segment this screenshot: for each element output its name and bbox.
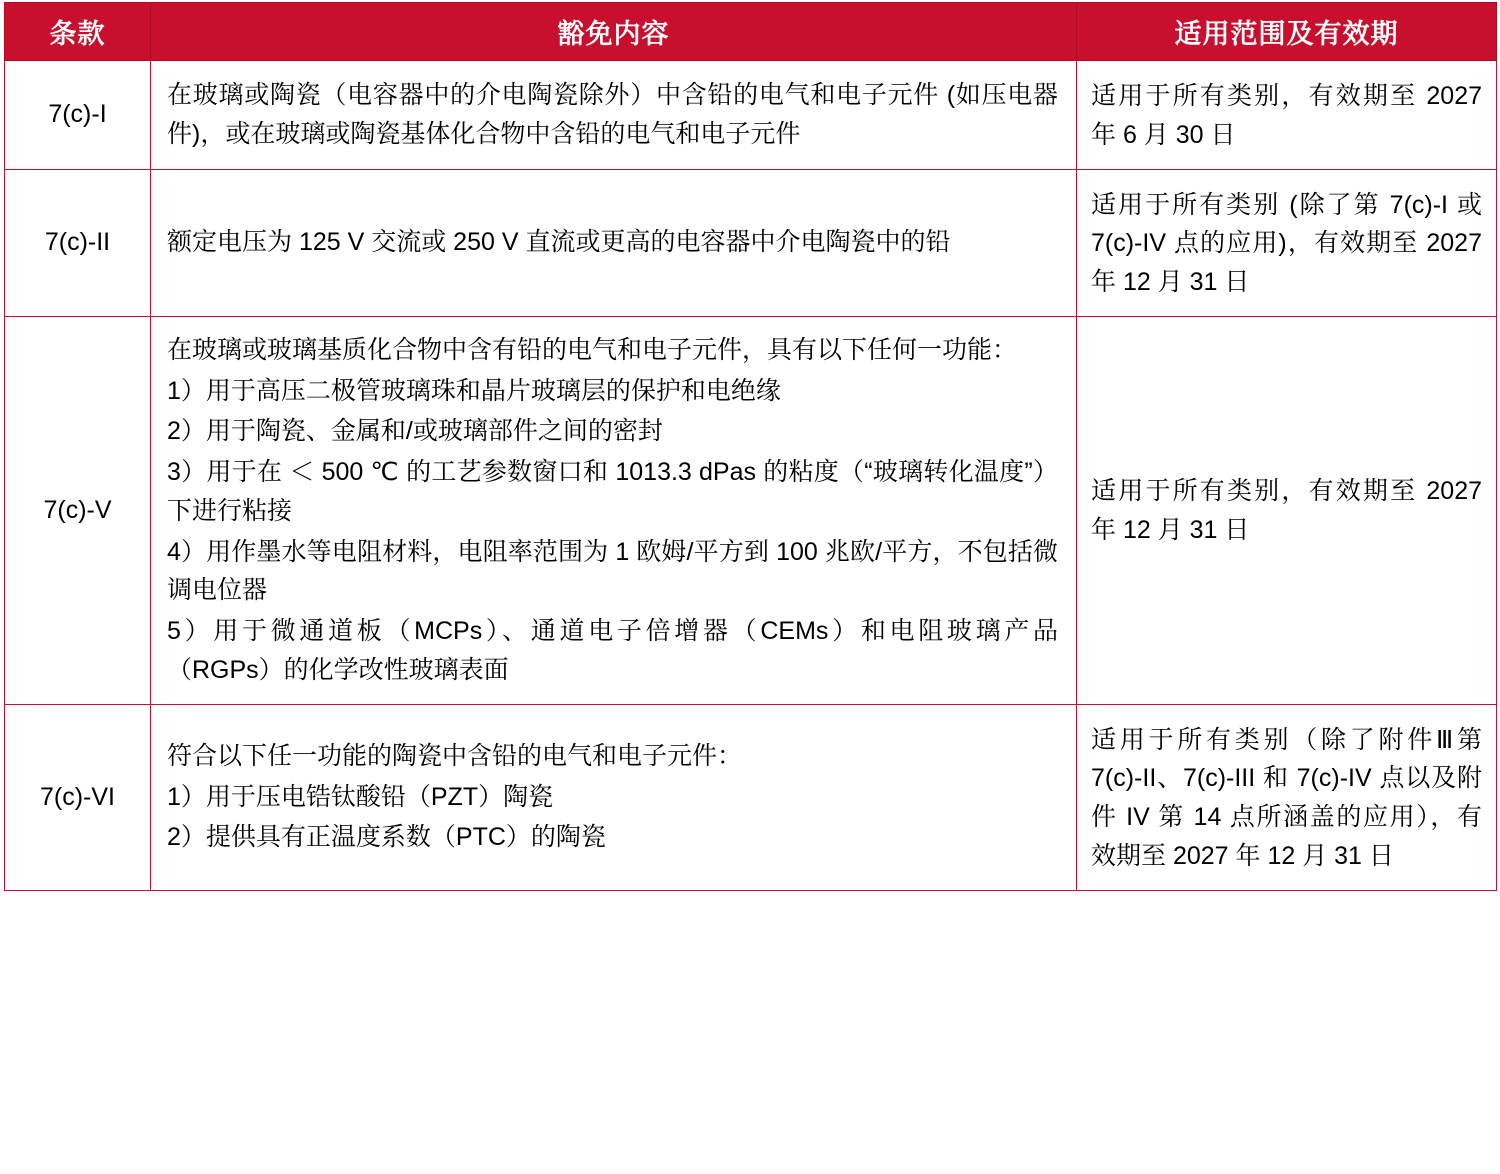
table-body [5, 61, 1497, 891]
content-paragraph: 额定电压为 125 V 交流或 250 V 直流或更高的电容器中介电陶瓷中的铅 [167, 228, 951, 257]
table-header-row [5, 3, 1497, 61]
column-header-scope: 适用范围及有效期 [1077, 3, 1497, 61]
table-row [5, 169, 1497, 316]
exemption-table [4, 2, 1497, 891]
content-list-item: 2）提供具有正温度系数（PTC）的陶瓷 [167, 823, 606, 852]
table-row [5, 704, 1497, 890]
table-row [5, 316, 1497, 704]
content-cell [151, 704, 1077, 890]
content-paragraph: 符合以下任一功能的陶瓷中含铅的电气和电子元件： [167, 741, 743, 770]
clause-cell: 7(c)-II [5, 169, 151, 316]
table-header [5, 3, 1497, 61]
scope-cell: 适用于所有类别，有效期至 2027 年 12 月 31 日 [1077, 316, 1497, 704]
content-cell [151, 316, 1077, 704]
content-list-item: 1）用于高压二极管玻璃珠和晶片玻璃层的保护和电绝缘 [167, 376, 781, 405]
clause-cell: 7(c)-VI [5, 704, 151, 890]
scope-cell: 适用于所有类别 (除了第 7(c)-I 或 7(c)-IV 点的应用)，有效期至 2027 年 12 月 31 日 [1077, 169, 1497, 316]
column-header-clause: 条款 [5, 3, 151, 61]
content-list-item: 3）用于在 ＜ 500 ℃ 的工艺参数窗口和 1013.3 dPas 的粘度（“玻璃转化温度”）下进行粘接 [167, 458, 1058, 525]
content-paragraph: 在玻璃或陶瓷（电容器中的介电陶瓷除外）中含铅的电气和电子元件 (如压电器件)，或在玻璃或陶瓷基体化合物中含铅的电气和电子元件 [167, 81, 1058, 148]
content-list-item: 2）用于陶瓷、金属和/或玻璃部件之间的密封 [167, 417, 663, 446]
column-header-content: 豁免内容 [151, 3, 1077, 61]
content-cell [151, 61, 1077, 170]
content-list-item: 5）用于微通道板（MCPs）、通道电子倍增器（CEMs）和电阻玻璃产品（RGPs）的化学改性玻璃表面 [167, 617, 1058, 684]
content-cell [151, 169, 1077, 316]
table-row [5, 61, 1497, 170]
content-list-item: 4）用作墨水等电阻材料，电阻率范围为 1 欧姆/平方到 100 兆欧/平方，不包括微调电位器 [167, 537, 1058, 605]
content-list-item: 1）用于压电锆钛酸铅（PZT）陶瓷 [167, 782, 554, 811]
clause-cell: 7(c)-V [5, 316, 151, 704]
content-paragraph: 在玻璃或玻璃基质化合物中含有铅的电气和电子元件，具有以下任何一功能： [167, 335, 1018, 364]
clause-cell: 7(c)-I [5, 61, 151, 170]
scope-cell: 适用于所有类别，有效期至 2027 年 6 月 30 日 [1077, 61, 1497, 170]
scope-cell: 适用于所有类别（除了附件Ⅲ第 7(c)-II、7(c)-III 和 7(c)-IV 点以及附件 IV 第 14 点所涵盖的应用），有效期至 2027 年 12 月 31 日 [1077, 704, 1497, 890]
